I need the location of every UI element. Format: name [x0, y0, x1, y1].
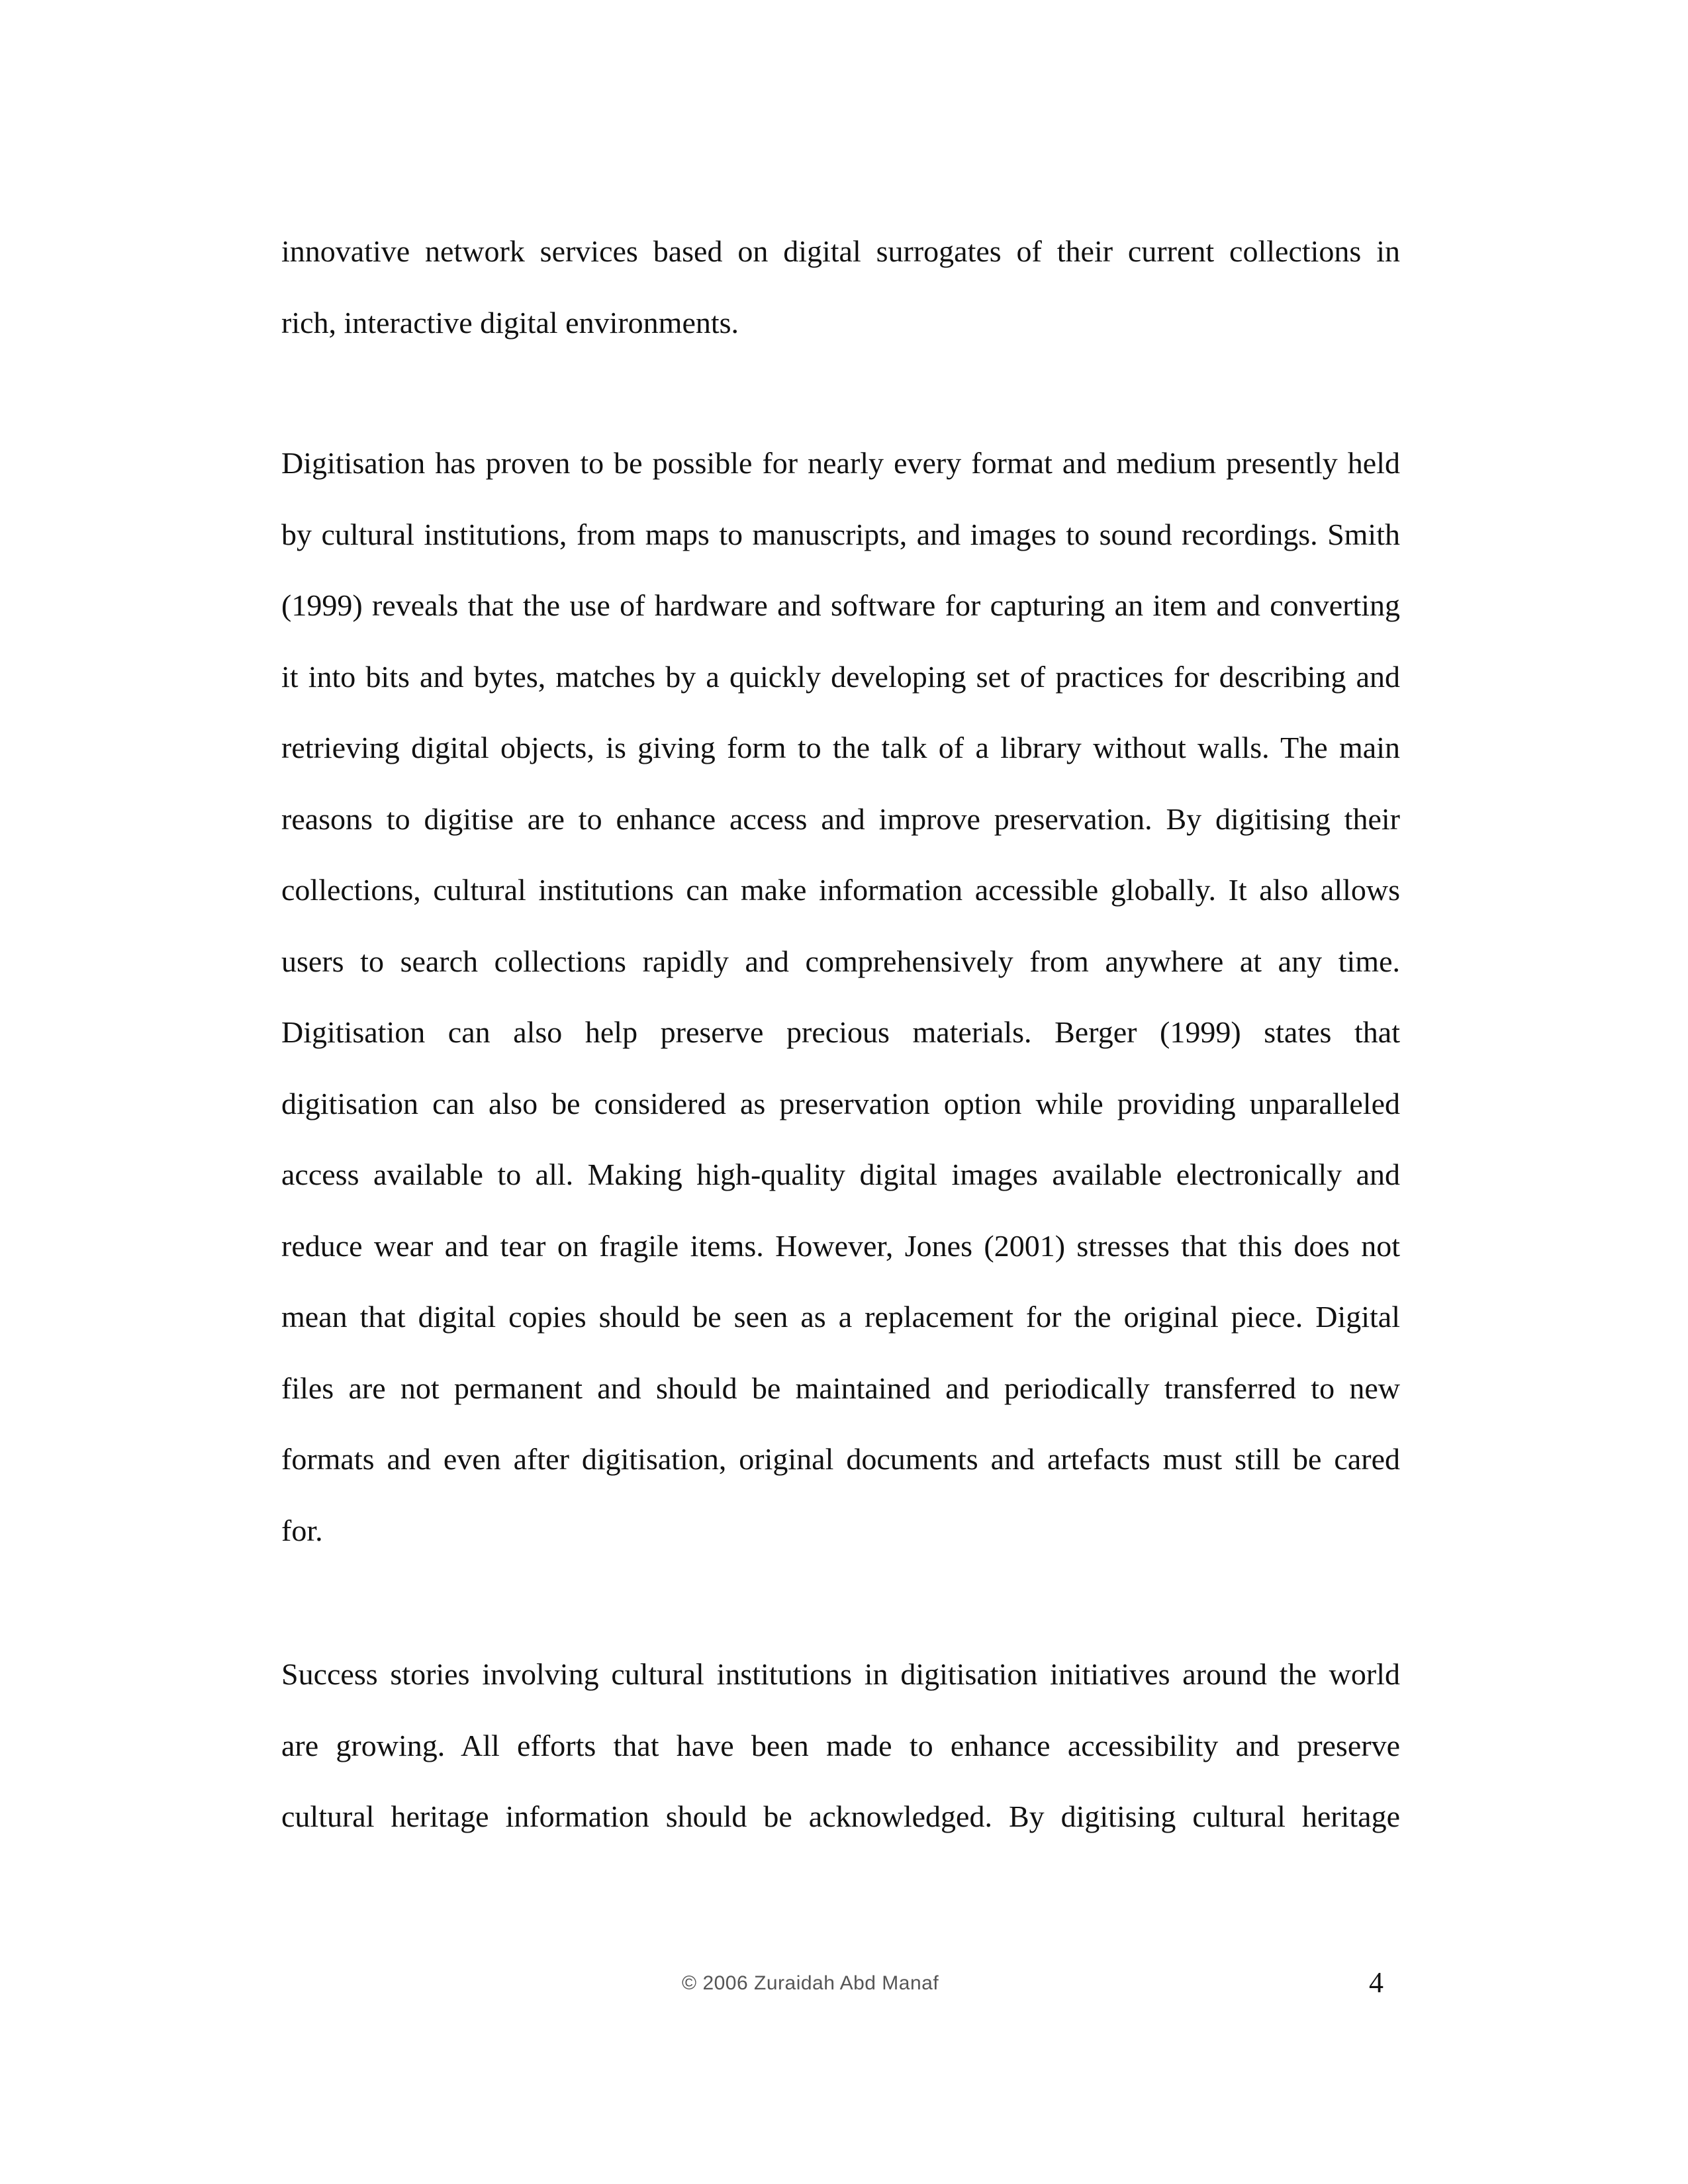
page-number: 4 [1369, 1966, 1383, 1999]
text-line: by cultural institutions, from maps to manuscripts, and images to sound recordings. Smith [281, 517, 1400, 551]
text-line: files are not permanent and should be maintained and periodically transferred to new [281, 1371, 1400, 1405]
text-line: Success stories involving cultural institutions in digitisation initiatives around the world [281, 1657, 1400, 1691]
text-line: cultural heritage information should be acknowledged. By digitising cultural heritage [281, 1799, 1400, 1833]
text-line: it into bits and bytes, matches by a quickly developing set of practices for describing and [281, 659, 1400, 694]
paragraph-2 [281, 443, 1400, 1582]
text-line: retrieving digital objects, is giving form to the talk of a library without walls. The main [281, 731, 1400, 764]
text-line: digitisation can also be considered as preservation option while providing unparalleled [281, 1086, 1400, 1120]
text-line: collections, cultural institutions can make information accessible globally. It also allows [281, 873, 1400, 907]
paragraph-1 [281, 232, 1400, 374]
text-line: are growing. All efforts that have been made to enhance accessibility and preserve [281, 1728, 1400, 1762]
text-line: innovative network services based on digital surrogates of their current collections in [281, 234, 1400, 268]
text-line: reduce wear and tear on fragile items. However, Jones (2001) stresses that this does not [281, 1228, 1400, 1263]
text-line: users to search collections rapidly and comprehensively from anywhere at any time. [281, 944, 1400, 978]
text-line: access available to all. Making high-quality digital images available electronically and [281, 1158, 1400, 1191]
text-line: rich, interactive digital environments. [281, 305, 739, 340]
text-line: for. [281, 1513, 323, 1547]
text-line: formats and even after digitisation, original documents and artefacts must still be cared [281, 1442, 1400, 1476]
paragraph-3 [281, 1655, 1400, 1868]
text-line: mean that digital copies should be seen as a replacement for the original piece. Digital [281, 1300, 1400, 1334]
text-line: Digitisation has proven to be possible for nearly every format and medium presently held [281, 446, 1400, 480]
text-line: (1999) reveals that the use of hardware and software for capturing an item and converting [281, 588, 1400, 622]
text-line: reasons to digitise are to enhance access and improve preservation. By digitising their [281, 801, 1400, 836]
text-line: Digitisation can also help preserve precious materials. Berger (1999) states that [281, 1015, 1400, 1049]
footer-copyright: © 2006 Zuraidah Abd Manaf [682, 1972, 939, 1994]
